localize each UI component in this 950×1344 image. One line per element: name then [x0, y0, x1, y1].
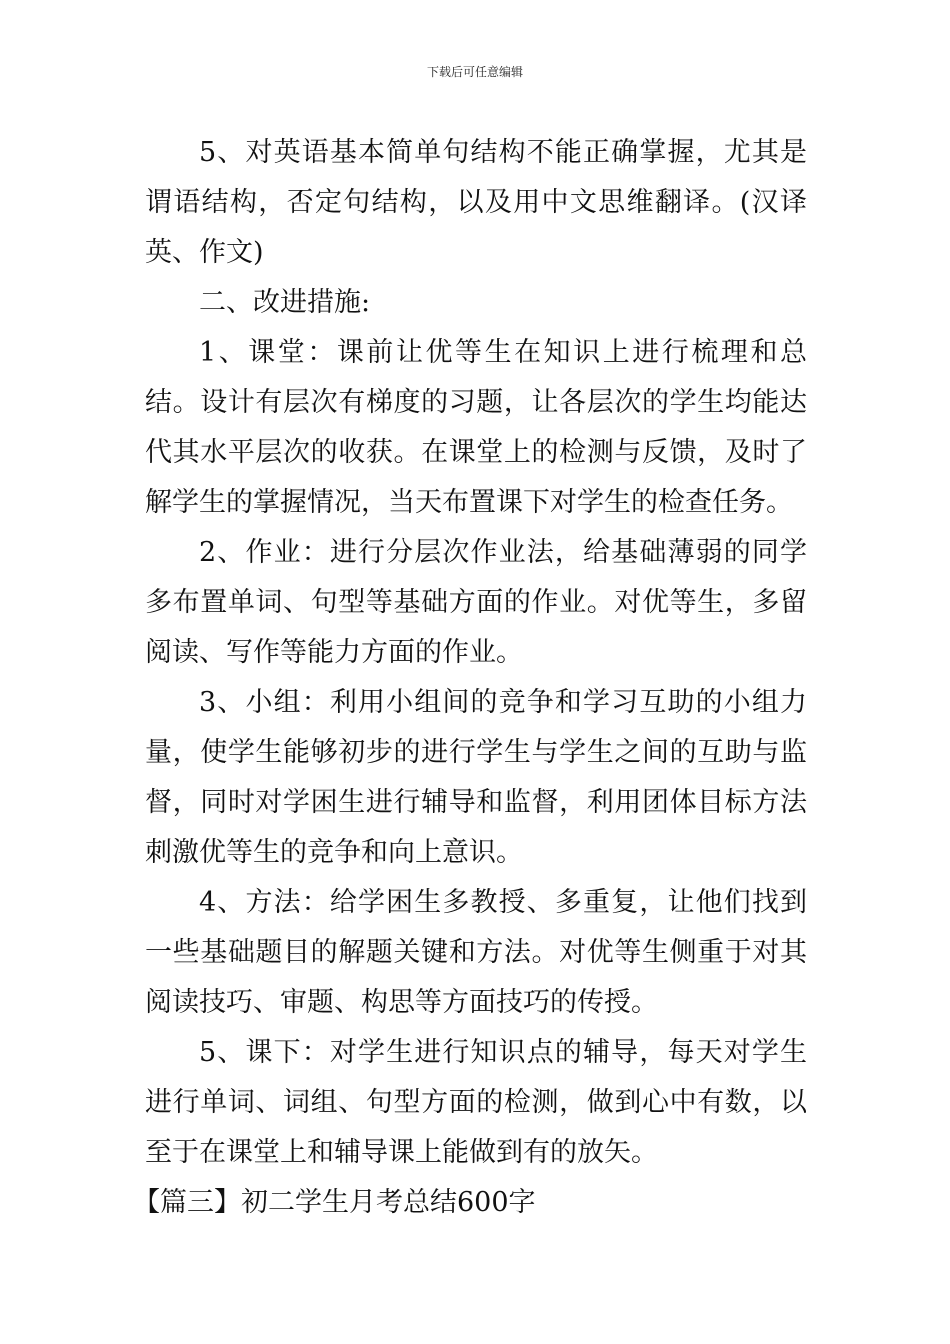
paragraph-homework: 2、作业：进行分层次作业法，给基础薄弱的同学多布置单词、句型等基础方面的作业。对优等生，多留阅读、写作等能力方面的作业。 — [145, 537, 807, 668]
document-body — [133, 128, 807, 1228]
paragraph-classroom: 1、课堂：课前让优等生在知识上进行梳理和总结。设计有层次有梯度的习题，让各层次的学生均能达代其水平层次的收获。在课堂上的检测与反馈，及时了解学生的掌握情况，当天布置课下对学生的检查任务。 — [145, 337, 807, 518]
header-note: 下载后可任意编辑 — [426, 65, 523, 79]
paragraph-after-class: 5、课下：对学生进行知识点的辅导，每天对学生进行单词、词组、句型方面的检测，做到心中有数，以至于在课堂上和辅导课上能做到有的放矢。 — [145, 1037, 807, 1168]
paragraph-group: 3、小组：利用小组间的竞争和学习互助的小组力量，使学生能够初步的进行学生与学生之间的互助与监督，同时对学困生进行辅导和监督，利用团体目标方法刺激优等生的竞争和向上意识。 — [145, 687, 807, 868]
paragraph-method: 4、方法：给学困生多教授、多重复，让他们找到一些基础题目的解题关键和方法。对优等生侧重于对其阅读技巧、审题、构思等方面技巧的传授。 — [145, 887, 807, 1018]
section-heading: 【篇三】初二学生月考总结600字 — [133, 1187, 536, 1218]
paragraph-grammar-issue: 5、对英语基本简单句结构不能正确掌握，尤其是谓语结构，否定句结构，以及用中文思维翻译。(汉译英、作文) — [145, 137, 807, 268]
paragraph-improvement-heading: 二、改进措施: — [199, 287, 371, 318]
